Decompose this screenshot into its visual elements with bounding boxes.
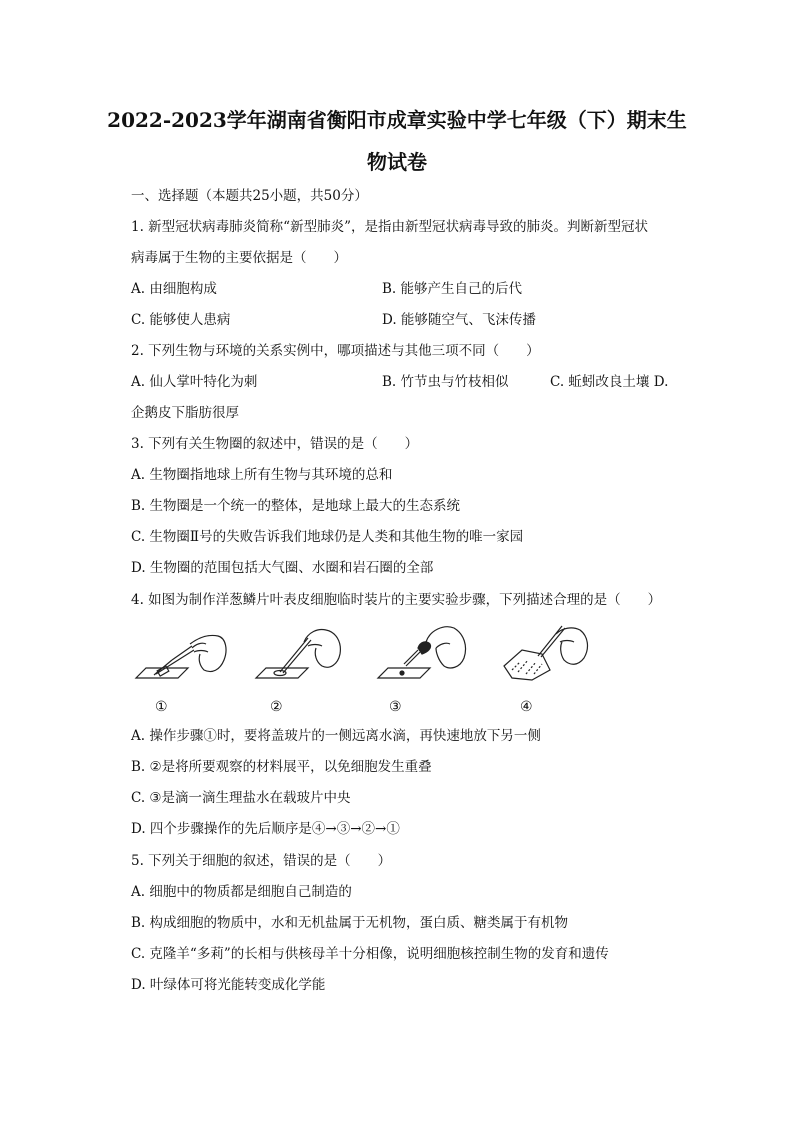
- q5-option-d: D. 叶绿体可将光能转变成化学能: [131, 977, 326, 993]
- q4-stem: 4. 如图为制作洋葱鳞片叶表皮细胞临时装片的主要实验步骤，下列描述合理的是（ ）: [131, 592, 662, 608]
- step-3-illustration: [374, 620, 474, 686]
- page-title-line-1: 2022-2023学年湖南省衡阳市成章实验中学七年级（下）期末生: [107, 108, 687, 132]
- q1-option-a: A. 由细胞构成: [131, 281, 217, 297]
- page-title-line-2: 物试卷: [367, 150, 427, 174]
- figure-label-3: ③: [389, 699, 402, 715]
- q4-option-a: A. 操作步骤①时，要将盖玻片的一侧远离水滴，再快速地放下另一侧: [131, 728, 541, 744]
- q2-option-c: C. 蚯蚓改良土壤 D.: [550, 374, 669, 390]
- step-4-illustration: [498, 620, 594, 686]
- q2-option-d: 企鹅皮下脂肪很厚: [131, 405, 239, 421]
- q2-stem: 2. 下列生物与环境的关系实例中，哪项描述与其他三项不同（ ）: [131, 343, 540, 359]
- q5-stem: 5. 下列关于细胞的叙述，错误的是（ ）: [131, 853, 392, 869]
- figure-label-4: ④: [520, 699, 533, 715]
- q1-stem-line-2: 病毒属于生物的主要依据是（ ）: [131, 250, 347, 266]
- figure-label-2: ②: [270, 699, 283, 715]
- slide-preparation-figure: [128, 620, 598, 720]
- q3-option-c: C. 生物圈Ⅱ号的失败告诉我们地球仍是人类和其他生物的唯一家园: [131, 529, 524, 545]
- q3-option-b: B. 生物圈是一个统一的整体，是地球上最大的生态系统: [131, 498, 461, 514]
- q4-option-c: C. ③是滴一滴生理盐水在载玻片中央: [131, 790, 351, 806]
- q4-option-b: B. ②是将所要观察的材料展平，以免细胞发生重叠: [131, 759, 432, 775]
- q1-option-c: C. 能够使人患病: [131, 312, 231, 328]
- q3-option-d: D. 生物圈的范围包括大气圈、水圈和岩石圈的全部: [131, 560, 434, 576]
- q1-stem-line-1: 1. 新型冠状病毒肺炎简称“新型肺炎”，是指由新型冠状病毒导致的肺炎。判断新型冠状: [131, 219, 648, 235]
- q5-option-a: A. 细胞中的物质都是细胞自己制造的: [131, 884, 352, 900]
- q2-option-a: A. 仙人掌叶特化为刺: [131, 374, 258, 390]
- figure-label-1: ①: [155, 699, 168, 715]
- q1-option-d: D. 能够随空气、飞沫传播: [382, 312, 536, 328]
- q3-option-a: A. 生物圈指地球上所有生物与其环境的总和: [131, 467, 393, 483]
- step-1-illustration: [132, 620, 232, 686]
- step-2-illustration: [252, 620, 352, 686]
- q4-option-d: D. 四个步骤操作的先后顺序是④→③→②→①: [131, 821, 400, 837]
- q5-option-b: B. 构成细胞的物质中，水和无机盐属于无机物，蛋白质、糖类属于有机物: [131, 915, 569, 931]
- q5-option-c: C. 克隆羊“多莉”的长相与供核母羊十分相像，说明细胞核控制生物的发育和遗传: [131, 946, 609, 962]
- q2-option-b: B. 竹节虫与竹枝相似: [382, 374, 509, 390]
- section-heading: 一、选择题（本题共25小题，共50分）: [131, 188, 368, 204]
- q1-option-b: B. 能够产生自己的后代: [382, 281, 523, 297]
- q3-stem: 3. 下列有关生物圈的叙述中，错误的是（ ）: [131, 436, 419, 452]
